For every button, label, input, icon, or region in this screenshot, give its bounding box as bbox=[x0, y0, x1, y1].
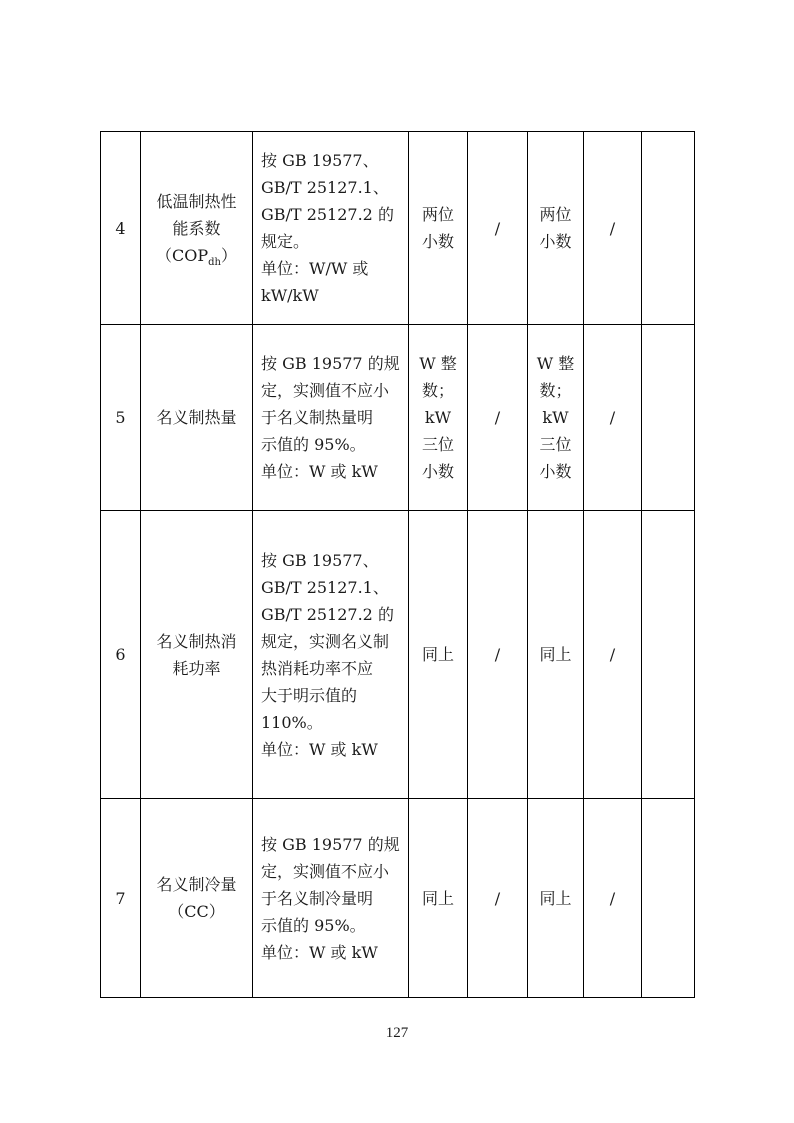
precision-line: W 整 bbox=[536, 354, 575, 373]
precision-line: 两位 bbox=[421, 205, 454, 224]
empty-cell bbox=[642, 325, 695, 511]
requirement-line: 示值的 95%。 bbox=[261, 915, 366, 935]
requirement-line: GB/T 25127.2 的 bbox=[261, 205, 394, 224]
precision-cell bbox=[409, 511, 468, 799]
requirement-line: 规定，实测名义制 bbox=[261, 631, 390, 651]
requirement-cell bbox=[253, 511, 409, 799]
precision-cell bbox=[528, 511, 584, 799]
slash-cell: / bbox=[584, 132, 642, 325]
row-number: 6 bbox=[101, 511, 141, 799]
requirement-cell bbox=[253, 325, 409, 511]
item-name-cell bbox=[141, 511, 253, 799]
item-name-line: （CC） bbox=[168, 902, 225, 921]
requirement-line: 大于明示值的 bbox=[261, 685, 358, 705]
requirement-line: 按 GB 19577、 bbox=[261, 151, 379, 170]
precision-line: 三位 bbox=[539, 435, 572, 454]
requirement-line: 于名义制冷量明 bbox=[261, 888, 374, 908]
requirement-line: 单位：W 或 kW bbox=[261, 942, 378, 962]
table-row bbox=[101, 799, 695, 998]
precision-cell bbox=[409, 132, 468, 325]
precision-cell bbox=[409, 325, 468, 511]
requirement-line: 示值的 95%。 bbox=[261, 435, 366, 454]
item-name-line: 名义制冷量 bbox=[156, 875, 237, 894]
precision-line: W 整 bbox=[419, 354, 457, 373]
table-row bbox=[101, 325, 695, 511]
precision-line: kW bbox=[424, 408, 452, 427]
requirement-line: 按 GB 19577 的规 bbox=[261, 834, 400, 854]
spec-table bbox=[100, 131, 695, 998]
item-name-cell bbox=[141, 325, 253, 511]
item-name-line: 能系数 bbox=[172, 218, 221, 238]
requirement-line: 单位：W 或 kW bbox=[261, 462, 378, 481]
slash-cell: / bbox=[468, 132, 528, 325]
precision-line: 同上 bbox=[539, 645, 572, 664]
precision-cell bbox=[528, 132, 584, 325]
empty-cell bbox=[642, 511, 695, 799]
precision-cell bbox=[409, 799, 468, 998]
precision-line: 两位 bbox=[539, 205, 572, 224]
precision-line: 小数 bbox=[421, 232, 454, 251]
subscript: dh bbox=[208, 256, 221, 268]
precision-line: 同上 bbox=[421, 888, 454, 908]
table-row bbox=[101, 511, 695, 799]
item-name-line: 名义制热量 bbox=[156, 408, 237, 427]
item-name-line: 耗功率 bbox=[172, 658, 221, 678]
requirement-line: 热消耗功率不应 bbox=[261, 658, 374, 678]
precision-line: kW bbox=[542, 408, 569, 427]
requirement-line: GB/T 25127.1、 bbox=[261, 577, 389, 597]
slash-cell: / bbox=[468, 325, 528, 511]
row-number: 7 bbox=[101, 799, 141, 998]
item-name-cell bbox=[141, 132, 253, 325]
precision-line: 同上 bbox=[539, 888, 572, 908]
requirement-line: 定，实测值不应小 bbox=[261, 381, 390, 400]
requirement-line: GB/T 25127.1、 bbox=[261, 178, 389, 197]
slash-cell: / bbox=[584, 511, 642, 799]
requirement-cell bbox=[253, 132, 409, 325]
paren-close: ） bbox=[220, 245, 237, 265]
slash-cell: / bbox=[584, 325, 642, 511]
slash-cell: / bbox=[584, 799, 642, 998]
item-name-line bbox=[149, 242, 244, 269]
empty-cell bbox=[642, 132, 695, 325]
precision-line: 小数 bbox=[539, 232, 572, 251]
precision-line: 同上 bbox=[421, 645, 454, 664]
requirement-cell bbox=[253, 799, 409, 998]
requirement-line: 规定。 bbox=[261, 232, 310, 251]
requirement-line: 定，实测值不应小 bbox=[261, 861, 390, 881]
item-name-line: 名义制热消 bbox=[156, 631, 237, 651]
row-number: 5 bbox=[101, 325, 141, 511]
precision-line: 小数 bbox=[421, 462, 454, 481]
precision-line: 数； bbox=[539, 381, 572, 400]
slash-cell: / bbox=[468, 511, 528, 799]
requirement-line: 按 GB 19577 的规 bbox=[261, 354, 400, 373]
requirement-line: 110%。 bbox=[261, 712, 323, 732]
requirement-line: 单位：W/W 或 bbox=[261, 259, 369, 278]
page-number: 127 bbox=[385, 1025, 409, 1041]
precision-cell bbox=[528, 325, 584, 511]
requirement-line: kW/kW bbox=[261, 286, 319, 305]
precision-cell bbox=[528, 799, 584, 998]
precision-line: 数； bbox=[421, 381, 454, 400]
requirement-line: 按 GB 19577、 bbox=[261, 550, 379, 570]
item-name-line: 低温制热性 bbox=[156, 191, 237, 211]
precision-line: 三位 bbox=[421, 435, 454, 454]
table-row bbox=[101, 132, 695, 325]
precision-line: 小数 bbox=[539, 462, 572, 481]
requirement-line: 单位：W 或 kW bbox=[261, 739, 378, 759]
paren-open: （COP bbox=[156, 245, 209, 265]
requirement-line: GB/T 25127.2 的 bbox=[261, 604, 394, 624]
item-name-cell bbox=[141, 799, 253, 998]
slash-cell: / bbox=[468, 799, 528, 998]
row-number: 4 bbox=[101, 132, 141, 325]
requirement-line: 于名义制热量明 bbox=[261, 408, 374, 427]
empty-cell bbox=[642, 799, 695, 998]
